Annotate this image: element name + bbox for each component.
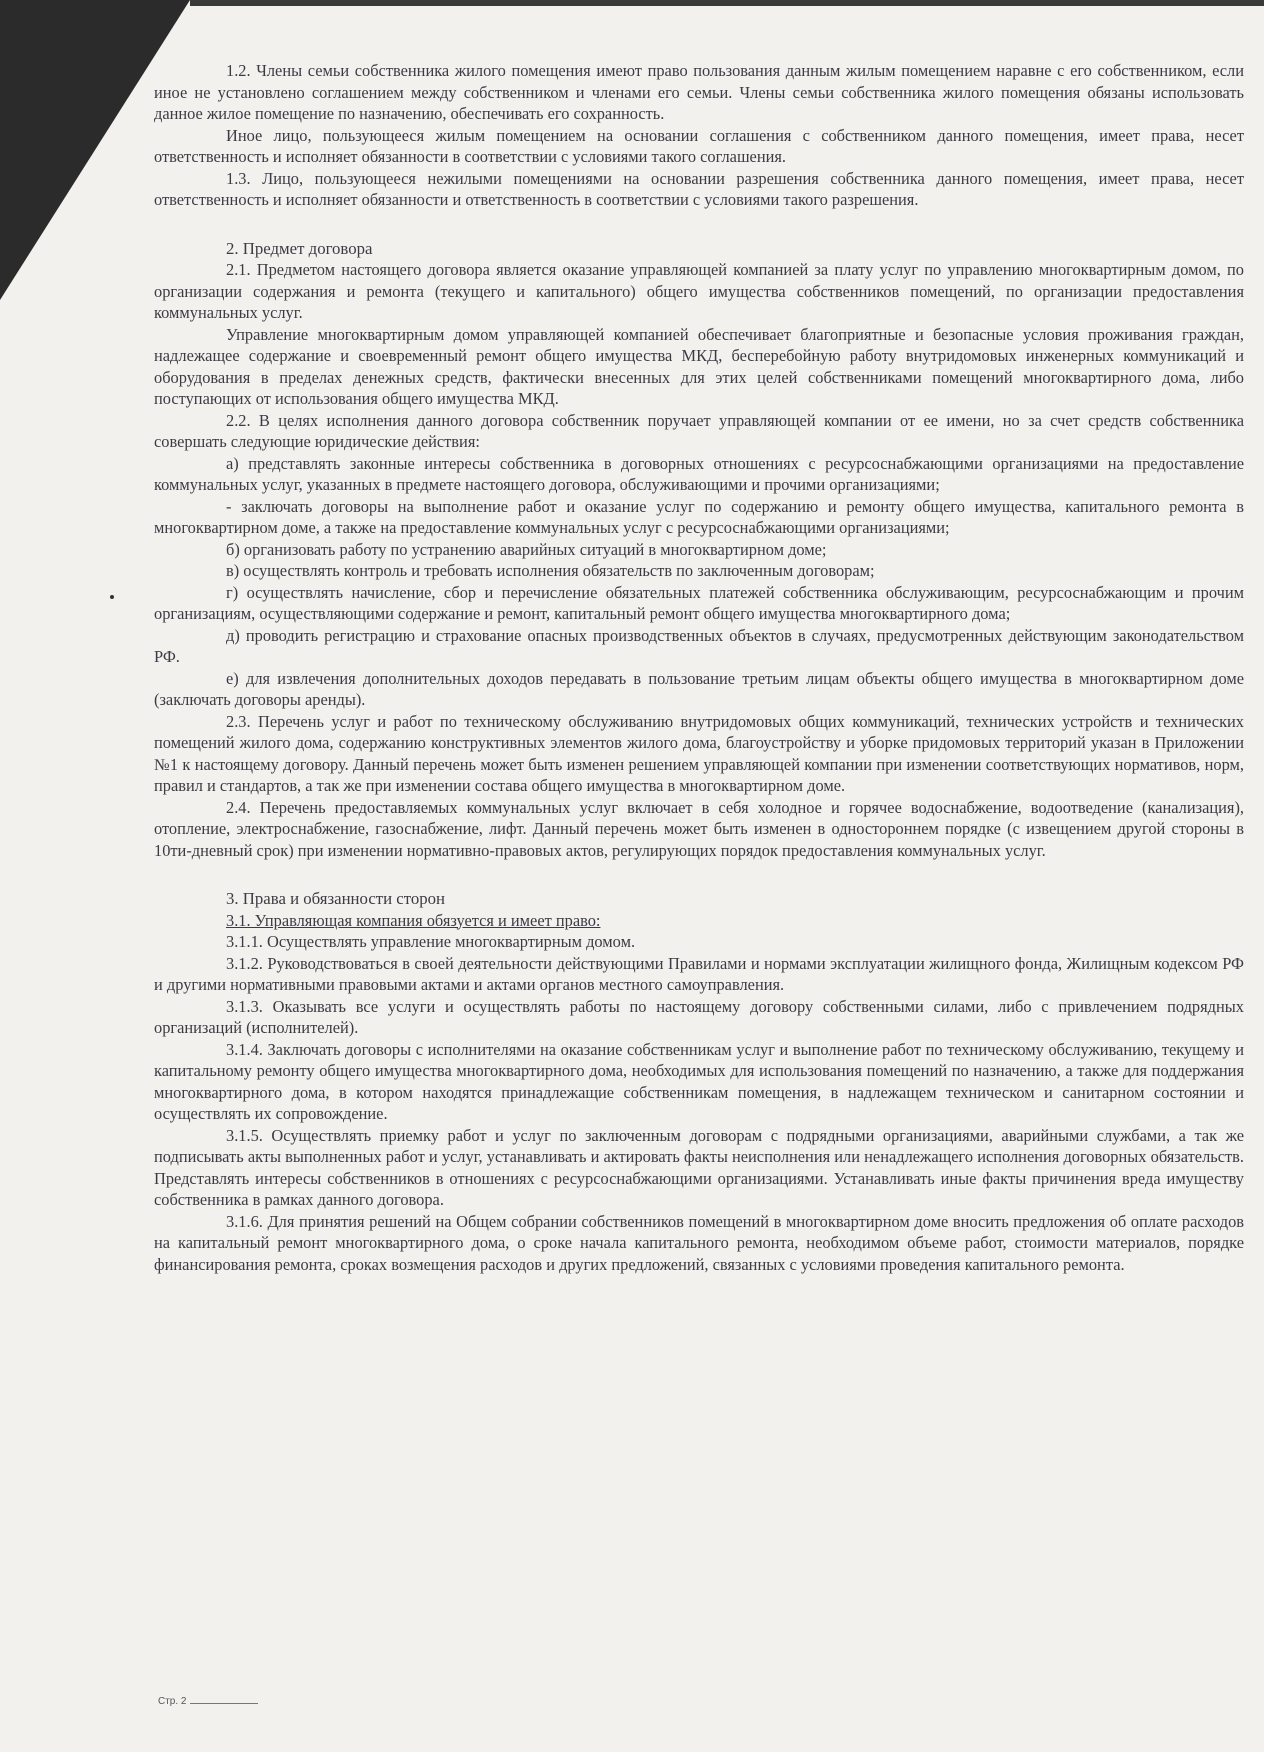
paragraph-3-1-1: 3.1.1. Осуществлять управление многоквартирным домом. (226, 932, 636, 951)
paragraph-3-1-6: 3.1.6. Для принятия решений на Общем собрании собственников помещений в многоквартирном доме вносить предложения об оплате расходов на капитальный ремонт многоквартирного дома, о сроке начала капитального ремонта, необходимом объеме работ, стоимости материалов, порядке финансирования ремонта, сроках возмещения расходов и других предложений, связанных с условиями проведения капитального ремонта. (154, 1211, 1244, 1274)
paragraph-2-2-dash: - заключать договоры на выполнение работ и оказание услуг по содержанию и ремонту общего имущества, капитального ремонта в многоквартирном доме, а также на предоставление коммунальных услуг с ресурсоснабжающими организациями; (154, 496, 1244, 537)
subsection-title-3-1: 3.1. Управляющая компания обязуется и имеет право: (226, 910, 601, 930)
paragraph-1-2: 1.2. Члены семьи собственника жилого помещения имеют право пользования данным жилым помещением наравне с его собственником, если иное не установлено соглашением между собственником и членами его семьи. Члены семьи собственника жилого помещения обязаны использовать данное жилое помещение по назначению, обеспечивать его сохранность. (154, 61, 1244, 123)
paragraph-2-2-d: д) проводить регистрацию и страхование опасных производственных объектов в случаях, предусмотренных действующим законодательством РФ. (154, 625, 1244, 666)
paragraph-2-1: 2.1. Предметом настоящего договора является оказание управляющей компанией за плату услуг по управлению многоквартирным домом, по организации содержания и ремонта (текущего и капитального) общего имущества собственников помещений, по организации предоставления коммунальных услуг. (154, 260, 1244, 322)
paragraph-2-2-a: а) представлять законные интересы собственника в договорных отношениях с ресурсоснабжающими организациями на предоставление коммунальных услуг, указанных в предмете настоящего договора, обслуживающими и прочими организациями; (154, 453, 1244, 494)
page-number-blank (190, 1703, 258, 1704)
scan-speck (110, 595, 114, 599)
paragraph-2-2-g: г) осуществлять начисление, сбор и перечисление обязательных платежей собственника обслуживающим, ресурсоснабжающим и прочим организациям, осуществляющими содержание и ремонт, капитальный ремонт общего имущества многоквартирного дома; (154, 582, 1244, 623)
paragraph-3-1-3: 3.1.3. Оказывать все услуги и осуществлять работы по настоящему договору собственными силами, либо с привлечением подрядных организаций (исполнителей). (154, 996, 1244, 1037)
paragraph-2-2: 2.2. В целях исполнения данного договора собственник поручает управляющей компании от ее имени, но за счет средств собственника совершать следующие юридические действия: (154, 410, 1244, 451)
paragraph-2-3: 2.3. Перечень услуг и работ по техническому обслуживанию внутридомовых общих коммуникаций, технических устройств и технических помещений жилого дома, содержанию конструктивных элементов жилого дома, благоустройству и уборке придомовых территорий указан в Приложении №1 к настоящему договору. Данный перечень может быть изменен решением управляющей компании при изменении соответствующих нормативов, норм, правил и стандартов, а так же при изменении состава общего имущества в многоквартирном доме. (154, 711, 1244, 795)
paragraph-3-1-4: 3.1.4. Заключать договоры с исполнителями на оказание собственникам услуг и выполнение работ по техническому обслуживанию, текущему и капитальному ремонту общего имущества многоквартирного дома, необходимых для использования помещений по назначению, а также для поддержания многоквартирного дома, в котором находятся принадлежащие собственникам помещения, в надлежащем техническом и санитарном состоянии и осуществлять их сопровождение. (154, 1039, 1244, 1123)
paragraph-2-2-e: е) для извлечения дополнительных доходов передавать в пользование третьим лицам объекты общего имущества в многоквартирном доме (заключать договоры аренды). (154, 668, 1244, 709)
paragraph-management: Управление многоквартирным домом управляющей компанией обеспечивает благоприятные и безопасные условия проживания граждан, надлежащее содержание и своевременный ремонт общего имущества МКД, бесперебойную работу внутридомовых инженерных коммуникаций и оборудования в пределах денежных средств, фактически внесенных для этих целей собственниками помещений многоквартирного дома, либо поступающих от использования общего имущества МКД. (154, 324, 1244, 408)
document-page (154, 60, 1244, 1275)
paragraph-3-1-5: 3.1.5. Осуществлять приемку работ и услуг по заключенным договорам с подрядными организациями, аварийными службами, а так же подписывать акты выполненных работ и услуг, устанавливать и актировать факты неисполнения или ненадлежащего исполнения договорных обязательств. Представлять интересы собственников в отношениях с ресурсоснабжающими организациями. Устанавливать иные факты причинения вреда имуществу собственника в рамках данного договора. (154, 1125, 1244, 1209)
page-footer (158, 1696, 258, 1707)
page-number-label: Стр. 2 (158, 1696, 187, 1707)
paragraph-2-2-v: в) осуществлять контроль и требовать исполнения обязательств по заключенным договорам; (226, 561, 875, 580)
paragraph-other-person: Иное лицо, пользующееся жилым помещением на основании соглашения с собственником данного помещения, имеет права, несет ответственность и исполняет обязанности в соответствии с условиями такого соглашения. (154, 125, 1244, 166)
paragraph-2-2-b: б) организовать работу по устранению аварийных ситуаций в многоквартирном доме; (226, 539, 827, 559)
paragraph-1-3: 1.3. Лицо, пользующееся нежилыми помещениями на основании разрешения собственника данного помещения, имеет права, несет ответственность и исполняет обязанности и ответственность в соответствии с условиями такого разрешения. (154, 168, 1244, 209)
section-title-3: 3. Права и обязанности сторон (226, 889, 446, 908)
paragraph-3-1-2: 3.1.2. Руководствоваться в своей деятельности действующими Правилами и нормами эксплуатации жилищного фонда, Жилищным кодексом РФ и другими нормативными правовыми актами и актами органов местного самоуправления. (154, 953, 1244, 994)
section-title-2: 2. Предмет договора (226, 238, 373, 258)
scan-top-edge (190, 0, 1264, 6)
paragraph-2-4: 2.4. Перечень предоставляемых коммунальных услуг включает в себя холодное и горячее водоснабжение, водоотведение (канализация), отопление, электроснабжение, газоснабжение, лифт. Данный перечень может быть изменен в одностороннем порядке (с извещением другой стороны в 10ти-дневный срок) при изменении нормативно-правовых актов, регулирующих порядок предоставления коммунальных услуг. (154, 797, 1244, 860)
